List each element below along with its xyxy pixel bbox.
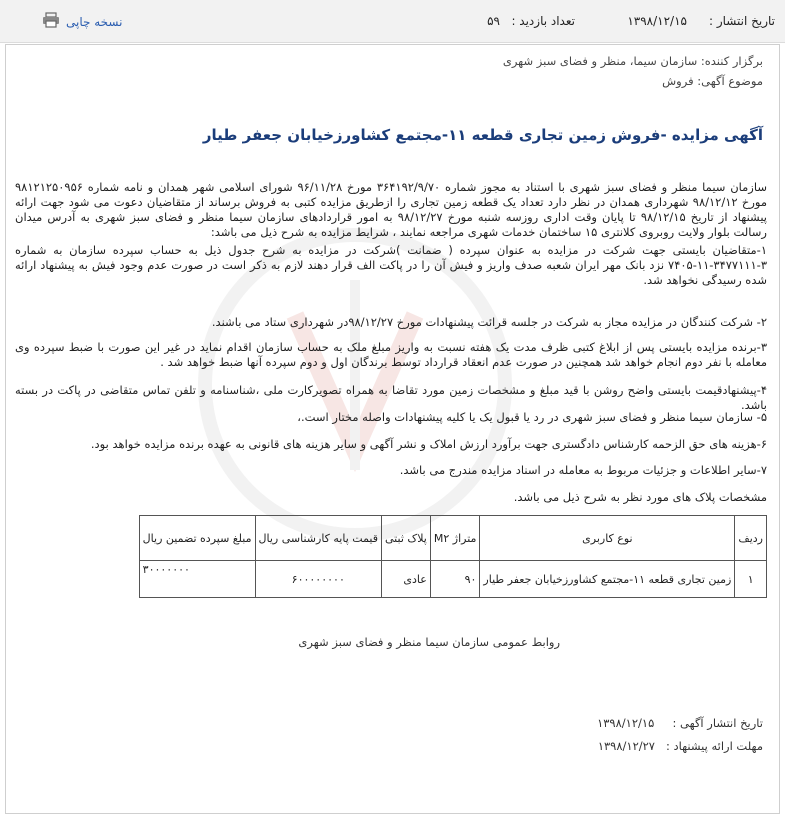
info-bar bbox=[0, 0, 785, 43]
cell-base-price: ۶۰۰۰۰۰۰۰۰ bbox=[255, 561, 382, 598]
cell-usage: زمین تجاری قطعه ۱۱-مجتمع کشاورزخیابان جعفر طیار bbox=[480, 561, 735, 598]
signature: روابط عمومی سازمان سیما منظر و فضای سبز شهری bbox=[298, 635, 560, 649]
organizer-value: سازمان سیما، منظر و فضای سبز شهری bbox=[502, 54, 698, 68]
col-plak: پلاک ثبتی bbox=[382, 516, 431, 561]
ad-date-line bbox=[597, 716, 763, 730]
subject-line bbox=[662, 74, 763, 88]
condition-3: ۳-برنده مزایده بایستی پس از ابلاغ کتبی ظرف مدت یک هفته نسبت به واریز مبلغ ملک به حساب سازمان اقدام نماید در غیر این صورت با ضبط سپرده وی معامله با نفر دوم انجام خواهد شد همچنین در صورت عدم انعقاد قرارداد توسط برندگان اول و دوم سپرده آنها ضبط خواهد شد . bbox=[15, 340, 767, 369]
ad-date-value: ۱۳۹۸/۱۲/۱۵ bbox=[597, 716, 655, 730]
table-header-row bbox=[139, 516, 766, 561]
deadline-value: ۱۳۹۸/۱۲/۲۷ bbox=[597, 739, 655, 753]
cell-deposit: ۳۰۰۰۰۰۰۰ bbox=[139, 561, 255, 598]
visits-label: تعداد بازدید : bbox=[511, 14, 575, 28]
organizer-label: برگزار کننده: bbox=[700, 54, 763, 68]
page-title: آگهی مزایده -فروش زمین تجاری قطعه ۱۱-مجتمع کشاورزخیابان جعفر طیار bbox=[202, 126, 763, 144]
print-button[interactable] bbox=[42, 12, 122, 31]
intro-text: سازمان سیما منظر و فضای سبز شهری با استناد به مجوز شماره ۳۶۴۱۹۲/۹/۷۰ مورخ ۹۶/۱۱/۲۸ شورای اسلامی شهر همدان و نامه شماره ۹۸۱۲۱۲۵۰۹۵۶ مورخ ۹۸/۱۲/۱۲ شهرداری همدان در نظر دارد تعداد یک قطعه زمین تجاری را ازطریق مزایده کتبی به فروش برساند از متقاضیان دعوت می شود جهت ارائه پیشنهاد از تاریخ ۹۸/۱۲/۱۵ تا پایان وقت اداری روزسه شنبه مورخ ۹۸/۱۲/۲۷ به امور قراردادهای سازمان سیما منظر و فضای سبز شهری به آدرس میدان رسالت بلوار ولایت روبروی کلانتری ۱۵ ساختمان خدمات شهری مراجعه نمایند ، شرایط مزایده به شرح ذیل می باشد: bbox=[15, 180, 767, 239]
deadline-label: مهلت ارائه پیشنهاد : bbox=[665, 739, 763, 753]
content-frame bbox=[5, 44, 780, 814]
cell-row: ۱ bbox=[735, 561, 767, 598]
plots-table bbox=[139, 515, 767, 598]
subject-value: فروش bbox=[662, 74, 694, 88]
condition-4: ۴-پیشنهادقیمت بایستی واضح روشن با قید مبلغ و مشخصات زمین مورد تقاضا به همراه تصویرکارت ملی ،شناسنامه و تلفن تماس متقاضی در پاکت در بسته باشد. bbox=[15, 383, 767, 412]
table-row bbox=[139, 561, 766, 598]
col-usage: نوع کاربری bbox=[480, 516, 735, 561]
col-row: ردیف bbox=[735, 516, 767, 561]
condition-2: ۲- شرکت کنندگان در مزایده مجاز به شرکت در جلسه قرائت پیشنهادات مورخ ۹۸/۱۲/۲۷در شهرداری ستاد می باشند. bbox=[211, 315, 767, 329]
organizer-line bbox=[503, 54, 763, 68]
ad-date-label: تاریخ انتشار آگهی : bbox=[672, 716, 763, 730]
visits-count: ۵۹ bbox=[487, 14, 500, 28]
condition-5: ۵- سازمان سیما منظر و فضای سبز شهری در رد یا قبول یک یا کلیه پیشنهادات واصله مختار است.، bbox=[297, 410, 767, 424]
condition-7: ۷-سایر اطلاعات و جزئیات مربوط به معامله در اسناد مزایده مندرج می باشد. bbox=[399, 463, 767, 477]
cell-area: ۹۰ bbox=[430, 561, 480, 598]
condition-1: ۱-متقاضیان بایستی جهت شرکت در مزایده به عنوان سپرده ( ضمانت )شرکت در مزایده به شرح جدول ذیل به حساب سپرده سازمان به شماره ۳-۳۴۷۷۱۱۱-۱۱-۷۴۰۵ نزد بانک مهر ایران شعبه صدف واریز و فیش آن را در پاکت الف قرار دهند لازم به ذکر است در صورت عدم وجود فیش به پیشنهاد ارائه شده رسیدگی نخواهد شد. bbox=[15, 243, 767, 287]
printer-icon bbox=[42, 12, 60, 31]
cell-plak: عادی bbox=[382, 561, 431, 598]
condition-6: ۶-هزینه های حق الزحمه کارشناس دادگستری جهت برآورد ارزش املاک و نشر آگهی و سایر هزینه های قانونی به عهده برنده مزایده خواهد بود. bbox=[90, 437, 767, 451]
table-caption: مشخصات پلاک های مورد نظر به شرح ذیل می باشد. bbox=[513, 490, 767, 504]
publish-date: ۱۳۹۸/۱۲/۱۵ bbox=[627, 14, 687, 28]
publish-date-label: تاریخ انتشار : bbox=[709, 14, 775, 28]
deadline-line bbox=[598, 739, 763, 753]
col-base-price: قیمت پایه کارشناسی ریال bbox=[255, 516, 382, 561]
subject-label: موضوع آگهی: bbox=[697, 74, 763, 88]
print-label: نسخه چاپی bbox=[66, 14, 123, 29]
col-area: متراژ M۲ bbox=[430, 516, 480, 561]
col-deposit: مبلغ سپرده تضمین ریال bbox=[139, 516, 255, 561]
intro-paragraph bbox=[15, 180, 767, 240]
